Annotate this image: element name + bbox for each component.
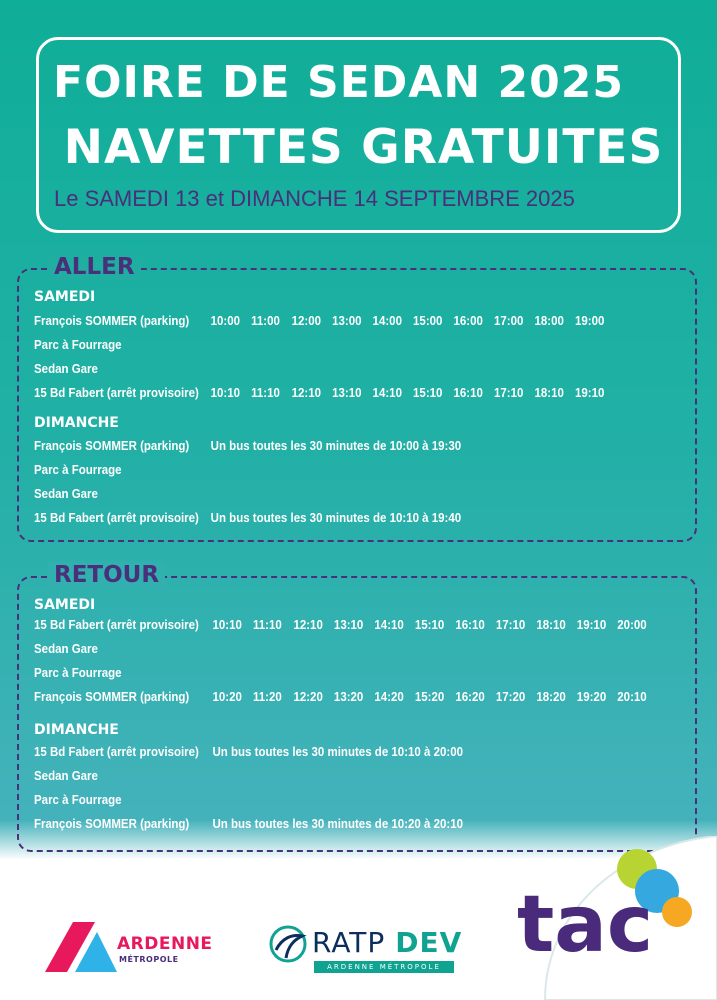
departure-time: 14:00	[372, 314, 402, 328]
stop-name: 15 Bd Fabert (arrêt provisoire)	[34, 618, 199, 632]
ratp-logo-text	[312, 926, 462, 959]
tac-logo-text: tac	[517, 880, 654, 970]
ratp-dev-logo	[268, 924, 468, 974]
schedule-row	[34, 817, 463, 835]
stop-name: Sedan Gare	[34, 769, 98, 783]
departure-time: 10:00	[210, 314, 241, 328]
schedule-row	[34, 386, 615, 404]
schedule-row	[34, 745, 463, 763]
departure-time: 17:20	[495, 690, 526, 704]
page-title-line1: FOIRE DE SEDAN 2025	[53, 57, 624, 108]
frequency-note: Un bus toutes les 30 minutes de 10:00 à 19:30	[210, 439, 462, 453]
departure-time: 19:00	[574, 314, 605, 328]
schedule-row	[34, 690, 658, 708]
departure-time: 11:20	[252, 690, 282, 704]
departure-time: 19:10	[574, 386, 605, 400]
ratp-text: RATP	[312, 926, 386, 959]
departure-time: 11:10	[252, 618, 282, 632]
departure-time: 14:10	[374, 618, 404, 632]
ardenne-metropole-logo	[45, 922, 235, 977]
ratp-logo-subtext: ARDENNE MÉTROPOLE	[314, 961, 454, 973]
aller-dimanche-label: DIMANCHE	[34, 415, 119, 431]
departure-time: 12:00	[291, 314, 322, 328]
retour-samedi-label: SAMEDI	[34, 597, 96, 613]
departure-time: 15:10	[414, 618, 445, 632]
departure-time: 17:10	[494, 386, 524, 400]
departure-time: 13:20	[333, 690, 364, 704]
departure-time: 19:20	[576, 690, 607, 704]
ardenne-logo-subtext: MÉTROPOLE	[119, 955, 179, 964]
stop-name: Parc à Fourrage	[34, 793, 122, 807]
departure-time: 18:00	[534, 314, 564, 328]
frequency-note: Un bus toutes les 30 minutes de 10:10 à 20:00	[212, 745, 464, 759]
departure-time: 18:10	[536, 618, 566, 632]
schedule-row	[34, 511, 461, 529]
schedule-row	[34, 338, 211, 356]
departure-time: 15:10	[413, 386, 443, 400]
stop-name: Sedan Gare	[34, 487, 98, 501]
schedule-row	[34, 439, 461, 457]
stop-name: François SOMMER (parking)	[34, 690, 190, 704]
page-title-line2: NAVETTES GRATUITES	[63, 120, 664, 175]
departure-time: 11:00	[251, 314, 280, 328]
departure-time: 14:20	[374, 690, 404, 704]
ratp-logo-icon	[268, 924, 310, 970]
departure-time: 18:10	[534, 386, 564, 400]
stop-name: 15 Bd Fabert (arrêt provisoire)	[34, 386, 199, 400]
stop-name: 15 Bd Fabert (arrêt provisoire)	[34, 511, 199, 525]
departure-time: 10:20	[212, 690, 242, 704]
departure-time: 12:10	[293, 618, 323, 632]
aller-samedi-label: SAMEDI	[34, 289, 96, 305]
schedule-row	[34, 314, 615, 332]
departure-time: 17:10	[495, 618, 526, 632]
frequency-note: Un bus toutes les 30 minutes de 10:20 à 20:10	[212, 817, 464, 831]
departure-time: 15:20	[414, 690, 445, 704]
departure-times	[212, 618, 657, 632]
schedule-row	[34, 487, 211, 505]
schedule-row	[34, 769, 212, 787]
departure-time: 16:10	[455, 618, 485, 632]
departure-time: 12:10	[291, 386, 322, 400]
frequency-note: Un bus toutes les 30 minutes de 10:10 à 19:40	[210, 511, 462, 525]
departure-time: 14:10	[372, 386, 402, 400]
stop-name: François SOMMER (parking)	[34, 439, 190, 453]
retour-title: RETOUR	[48, 562, 165, 588]
departure-time: 20:00	[617, 618, 647, 632]
stop-name: Sedan Gare	[34, 362, 98, 376]
departure-time: 10:10	[210, 386, 241, 400]
departure-time: 13:10	[333, 618, 364, 632]
stop-name: 15 Bd Fabert (arrêt provisoire)	[34, 745, 199, 759]
departure-time: 18:20	[536, 690, 566, 704]
departure-times	[211, 314, 616, 328]
stop-name: Parc à Fourrage	[34, 666, 122, 680]
schedule-row	[34, 463, 211, 481]
departure-time: 16:00	[453, 314, 483, 328]
retour-dimanche-label: DIMANCHE	[34, 722, 119, 738]
departure-time: 16:10	[453, 386, 483, 400]
departure-time: 19:10	[576, 618, 607, 632]
stop-name: Sedan Gare	[34, 642, 98, 656]
departure-time: 11:10	[251, 386, 280, 400]
tac-logo	[505, 836, 717, 1000]
schedule-row	[34, 666, 212, 684]
departure-time: 13:10	[332, 386, 362, 400]
departure-time: 15:00	[413, 314, 443, 328]
stop-name: François SOMMER (parking)	[34, 314, 190, 328]
departure-time: 12:20	[293, 690, 323, 704]
schedule-row	[34, 642, 212, 660]
departure-time: 20:10	[617, 690, 647, 704]
departure-times	[212, 690, 657, 704]
ratp-dev-text: DEV	[395, 926, 463, 959]
stop-name: Parc à Fourrage	[34, 463, 122, 477]
stop-name: Parc à Fourrage	[34, 338, 122, 352]
schedule-row	[34, 618, 658, 636]
departure-time: 13:00	[332, 314, 362, 328]
departure-time: 16:20	[455, 690, 485, 704]
departure-time: 17:00	[494, 314, 524, 328]
aller-title: ALLER	[48, 254, 141, 280]
page-subtitle: Le SAMEDI 13 et DIMANCHE 14 SEPTEMBRE 2025	[54, 186, 575, 211]
departure-times	[211, 386, 616, 400]
ardenne-logo-text: ARDENNE	[117, 934, 213, 954]
ardenne-logo-icon	[45, 922, 120, 977]
schedule-row	[34, 793, 212, 811]
stop-name: François SOMMER (parking)	[34, 817, 190, 831]
departure-time: 10:10	[212, 618, 242, 632]
schedule-row	[34, 362, 211, 380]
